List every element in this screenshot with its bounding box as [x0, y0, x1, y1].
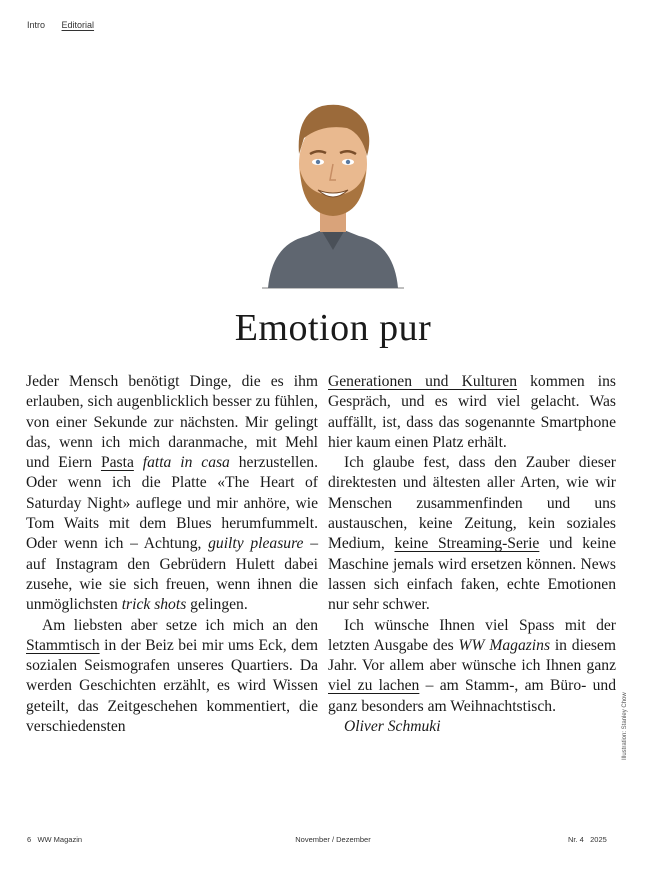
- text: herzustellen. Oder wenn ich die Platte «The Heart of Saturday Night» auflege und mir anhöre, wie Tom Waits mit dem Blues herumfummelt. Oder wenn ich – Achtung,: [26, 454, 318, 553]
- text: in diesem Jahr. Vor allem aber wünsche ich Ihnen ganz: [328, 636, 616, 675]
- text: – auf Instagram den Gebrüdern Hulett dabei zusehe, wie sie sich freuen, wenn ihnen die unmöglichsten: [26, 535, 318, 614]
- paragraph: [26, 372, 318, 616]
- underlined-text: Generationen und Kulturen: [328, 373, 518, 390]
- paragraph: [328, 616, 616, 717]
- italic-text: guilty pleasure: [208, 535, 304, 553]
- text: – am Stamm-, am Büro- und ganz besonders am Weihnachtstisch.: [328, 677, 616, 715]
- italic-text: trick shots: [121, 596, 187, 614]
- paragraph: [328, 453, 616, 615]
- author-portrait-illustration: [262, 94, 404, 290]
- italic-text: fatta in casa: [142, 454, 230, 472]
- nav-editorial[interactable]: Editorial: [61, 20, 95, 30]
- publication-name: WW Magazin: [37, 835, 83, 844]
- text: [134, 454, 143, 471]
- underlined-text: Stammtisch: [26, 636, 100, 654]
- underlined-text: viel zu lachen: [328, 677, 420, 695]
- text: Am liebsten aber setze ich mich an den: [42, 616, 318, 634]
- footer-right: [568, 835, 607, 844]
- page-number: 6: [27, 835, 32, 844]
- issue-number: Nr. 4: [568, 835, 584, 844]
- article-column-2: [328, 372, 616, 737]
- text: Ich glaube fest, dass den Zauber dieser direktesten und ältesten aller Arten, wie wir Menschen zusammenfinden und uns austauschen, keine Zeitung, kein soziales Medium,: [328, 454, 616, 553]
- italic-text: WW Magazins: [458, 636, 551, 654]
- section-nav: [27, 20, 108, 30]
- text: kommen ins Gespräch, und es wird viel gelacht. Was auffällt, ist, dass das sogenannte Smartphone hier kaum einen Platz erhält.: [328, 373, 616, 451]
- underlined-text: keine Streaming-Serie: [394, 535, 540, 553]
- underlined-text: Pasta: [100, 454, 134, 472]
- author-signature: Oliver Schmuki: [344, 718, 441, 736]
- paragraph: [328, 372, 616, 453]
- text: gelingen.: [186, 596, 248, 614]
- text: Jeder Mensch benötigt Dinge, die es ihm erlauben, sich augenblicklich besser zu fühlen, von einer Sekunde zur nächsten. Mir gelingt das, wenn ich mich daranmache, mit Mehl und Eiern: [26, 373, 318, 472]
- illustration-credit: Illustration: Stanley Chow: [622, 692, 628, 760]
- text: in der Beiz bei mir ums Eck, dem sozialen Seismografen unseres Quartiers. Da werden Geschichten erzählt, es wird Wissen geteilt, das Zeitgeschehen kommentiert, die verschiedensten: [26, 636, 318, 736]
- text: und keine Maschine jemals wird ersetzen können. News lassen sich einfach faken, echte Emotionen nur sehr schwer.: [328, 535, 616, 614]
- issue-year: 2025: [590, 835, 607, 844]
- issue-months: November / Dezember: [295, 835, 371, 844]
- article-column-1: [26, 372, 318, 737]
- article-title: Emotion pur: [234, 307, 432, 349]
- paragraph: [26, 616, 318, 738]
- nav-intro[interactable]: Intro: [27, 20, 46, 30]
- text: Ich wünsche Ihnen viel Spass mit der letzten Ausgabe des: [328, 616, 616, 654]
